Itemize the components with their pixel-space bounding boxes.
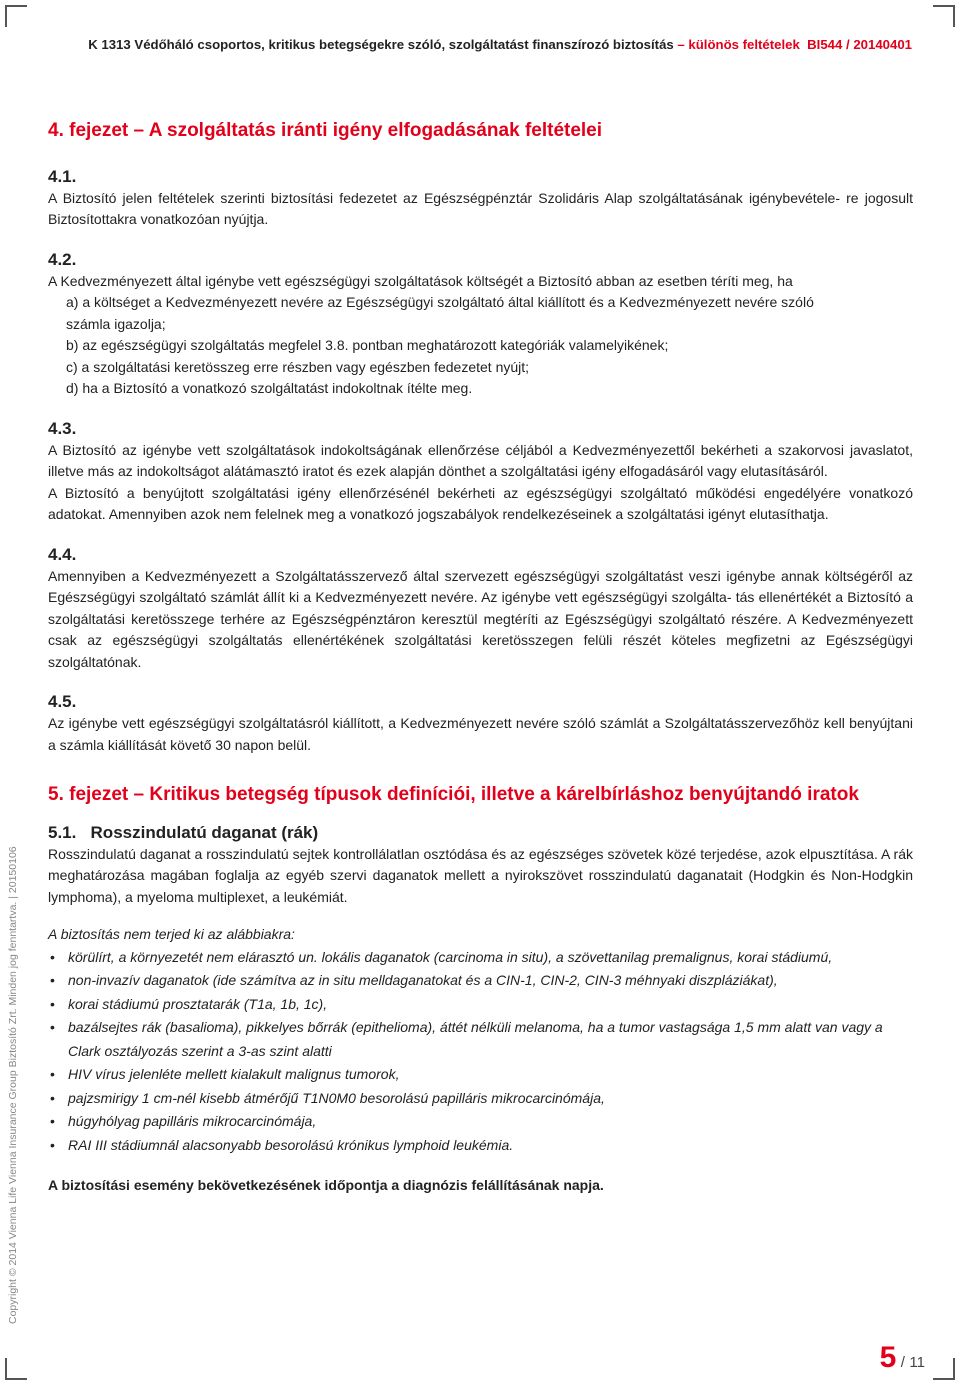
exclusions-title: A biztosítás nem terjed ki az alábbiakra:: [48, 926, 295, 942]
section-4-3-paragraph-1: A Biztosító az igénybe vett szolgáltatások indokoltságának ellenőrzése céljából a Kedvezményezettől bekérheti a szakorvosi javaslatot, illetve más az indokoltságot alátámasztó iratot és ezek alapján dönthet a szolgáltatási igény elfogadásáról vagy elutasításáról.: [48, 441, 913, 479]
page-current: 5: [879, 1341, 897, 1374]
header-title: K 1313 Védőháló csoportos, kritikus betegségekre szóló, szolgáltatást finanszírozó biztosítás: [88, 37, 674, 52]
section-4-2-intro: A Kedvezményezett által igénybe vett egészségügyi szolgáltatások költségét a Biztosító abban az esetben téríti meg, ha: [48, 272, 793, 289]
list-item: • húgyhólyag papilláris mikrocarcinómája,: [48, 1110, 913, 1134]
chapter-4-number: 4. fejezet: [48, 120, 129, 141]
list-item: • HIV vírus jelenléte mellett kialakult malignus tumorok,: [48, 1063, 913, 1087]
section-4-5-text: Az igénybe vett egészségügyi szolgáltatásról kiállított, a Kedvezményezett nevére szóló számlát a Szolgáltatásszervezőhöz kell benyújtani a számla kiállítását követő 30 napon belül.: [48, 715, 913, 753]
section-4-2-item-c: c) a szolgáltatási keretösszeg erre részben vagy egészben fedezetet nyújt;: [66, 358, 530, 375]
list-item: • körülírt, a környezetét nem elárasztó un. lokális daganatok (carcinoma in situ), a szövettanilag premalignus, korai stádiumú,: [48, 946, 913, 970]
section-4-2-item-a: a) a költséget a Kedvezményezett nevére az Egészségügyi szolgáltató által kiállított és a Kedvezményezett nevére szóló: [66, 294, 814, 310]
section-4-1-number: 4.1.: [48, 166, 77, 186]
section-5-1-heading: [48, 822, 913, 844]
chapter-5-heading: [48, 784, 913, 806]
chapter-4-title: A szolgáltatás iránti igény elfogadásának feltételei: [148, 120, 603, 141]
section-5-1-title: Rosszindulatú daganat (rák): [90, 822, 319, 842]
list-item: • RAI III stádiumnál alacsonyabb besorolású krónikus lymphoid leukémia.: [48, 1134, 913, 1158]
section-5-1-number: 5.1.: [48, 822, 77, 842]
list-item: • bazálsejtes rák (basalioma), pikkelyes bőrrák (epithelioma), áttét nélküli melanoma, ha a tumor vastagsága 1,5 mm alatt van vagy a Clark osztályozás szerint a 3-as szint alatti: [48, 1016, 913, 1063]
exclusions-list: [48, 946, 913, 1158]
crop-mark-bottom-right: [933, 1358, 955, 1380]
chapter-5-dash: –: [133, 784, 145, 805]
section-4-2-number: 4.2.: [48, 249, 77, 269]
section-4-5-number: 4.5.: [48, 692, 77, 711]
chapter-5-title: Kritikus betegség típusok definíciói, illetve a kárelbírláshoz benyújtandó iratok: [149, 784, 859, 805]
section-4-1-text: A Biztosító jelen feltételek szerinti biztosítási fedezetet az Egészségpénztár Szolidáris Alap szolgáltatásának igénybevétele- re jogosult Biztosítottakra vonatkozóan nyújtja.: [48, 189, 913, 227]
section-4-2-item-d: d) ha a Biztosító a vonatkozó szolgáltatást indokoltnak ítélte meg.: [66, 380, 473, 396]
header-subtitle: különös feltételek: [688, 37, 800, 52]
crop-mark-bottom-left: [5, 1358, 27, 1380]
chapter-4-heading: [48, 120, 913, 142]
header-separator: –: [673, 37, 689, 52]
closing-statement: A biztosítási esemény bekövetkezésének időpontja a diagnózis felállításának napja.: [48, 1177, 604, 1193]
list-item: • pajzsmirigy 1 cm-nél kisebb átmérőjű T1N0M0 besorolású papilláris mikrocarcinómája,: [48, 1087, 913, 1111]
section-4-4-text: Amennyiben a Kedvezményezett a Szolgáltatásszervező által szervezett egészségügyi szolgáltatást veszi igénybe annak költségéről az Egészségügyi szolgáltató számlát állít ki a Kedvezményezett nevére. Az igénybe vett egészségügyi szolgálta- tás ellenértékét a Biztosító a szolgáltatási keretösszege terhére az Egészségpénztáron keresztül megtéríti az Egészségügyi szolgáltató részére. A Kedvezményezett csak az egészségügyi szolgáltatás ellenértékének szolgáltatási keretösszegen felüli részét köteles megfizetni az Egészségügyi szolgáltatónak.: [48, 567, 913, 670]
section-4-3-number: 4.3.: [48, 418, 77, 438]
section-4-2-item-b: b) az egészségügyi szolgáltatás megfelel 3.8. pontban meghatározott kategóriák valamelyikének;: [66, 337, 669, 353]
section-4-2-item-a-cont: számla igazolja;: [66, 315, 166, 332]
page-number: [880, 1341, 925, 1375]
crop-mark-top-left: [5, 5, 27, 27]
section-5-1-text: Rosszindulatú daganat a rosszindulatú sejtek kontrollálatlan osztódása és az egészséges szövetek közé terjedése, azok elpusztítása. A rák meghatározása magában foglalja az egyéb szervi daganatok mellett a nyirokszövet rosszindulatú daganatait (Hodgkin és Non-Hodgkin lymphoma), a myeloma multiplexet, a leukémiát.: [48, 845, 913, 905]
section-4-4-number: 4.4.: [48, 544, 77, 564]
sidebar-copyright: Copyright © 2014 Vienna Life Vienna Insurance Group Biztosító Zrt. Minden jog fenntartva. | 20150106: [7, 846, 19, 1324]
page-header: [66, 37, 912, 52]
list-item: • non-invazív daganatok (ide számítva az in situ melldaganatokat és a CIN-1, CIN-2, CIN-3 méhnyaki diszpláziákat),: [48, 969, 913, 993]
page-total: 11: [909, 1354, 925, 1371]
header-code: BI544 / 20140401: [807, 37, 912, 52]
chapter-5-number: 5. fejezet: [48, 784, 129, 805]
section-4-3-paragraph-2: A Biztosító a benyújtott szolgáltatási igény ellenőrzésénél bekérheti az egészségügyi szolgáltató működési engedélyére vonatkozó adatokat. Amennyiben azok nem felelnek meg a vonatkozó jogszabályok rendelkezéseinek a szolgáltatási igényt elutasíthatja.: [48, 484, 913, 522]
chapter-4-dash: –: [133, 120, 145, 141]
crop-mark-top-right: [933, 5, 955, 27]
document-body: [48, 120, 913, 1197]
list-item: • korai stádiumú prosztatarák (T1a, 1b, 1c),: [48, 993, 913, 1017]
page-separator: /: [900, 1354, 905, 1371]
